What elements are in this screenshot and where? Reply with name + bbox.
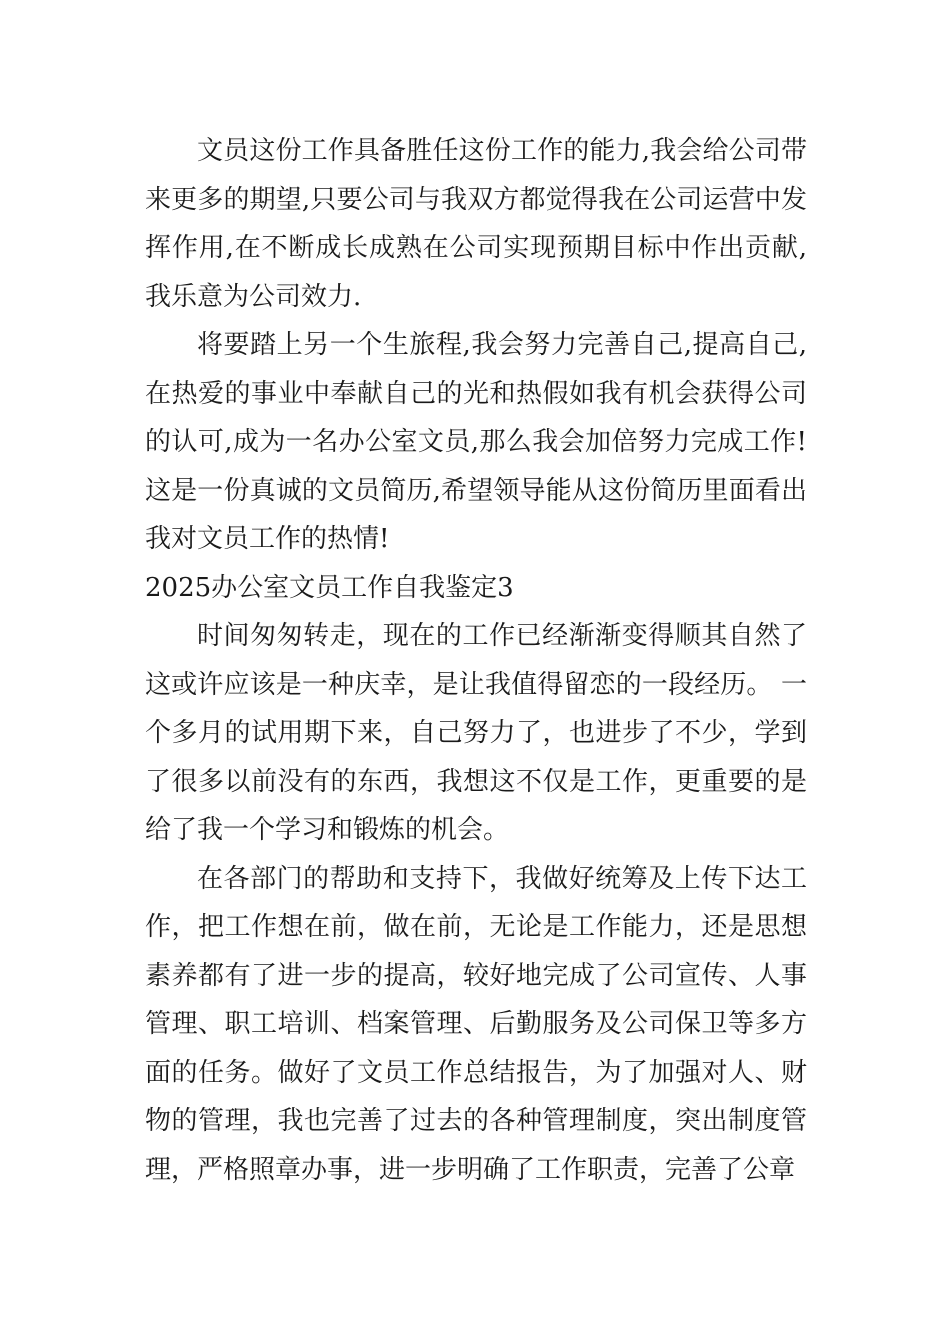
- paragraph-1: 文员这份工作具备胜任这份工作的能力,我会给公司带来更多的期望,只要公司与我双方都觉得我在公司运营中发挥作用,在不断成长成熟在公司实现预期目标中作出贡献,我乐意为公司效力.: [145, 136, 807, 312]
- document-body: [145, 127, 807, 1194]
- section-heading: 2025办公室文员工作自我鉴定3: [145, 572, 514, 603]
- paragraph-4: 在各部门的帮助和支持下，我做好统筹及上传下达工作，把工作想在前，做在前，无论是工作能力，还是思想素养都有了进一步的提高，较好地完成了公司宣传、人事管理、职工培训、档案管理、后勤服务及公司保卫等多方面的任务。做好了文员工作总结报告，为了加强对人、财物的管理，我也完善了过去的各种管理制度，突出制度管理，严格照章办事，进一步明确了工作职责，完善了公章: [145, 863, 807, 1185]
- paragraph-3: 时间匆匆转走，现在的工作已经渐渐变得顺其自然了这或许应该是一种庆幸，是让我值得留恋的一段经历。 一个多月的试用期下来，自己努力了，也进步了不少，学到了很多以前没有的东西，我想这不仅是工作，更重要的是给了我一个学习和锻炼的机会。: [145, 621, 807, 845]
- paragraph-2: 将要踏上另一个生旅程,我会努力完善自己,提高自己,在热爱的事业中奉献自己的光和热假如我有机会获得公司的认可,成为一名办公室文员,那么我会加倍努力完成工作!这是一份真诚的文员简历,希望领导能从这份简历里面看出我对文员工作的热情!: [145, 330, 807, 554]
